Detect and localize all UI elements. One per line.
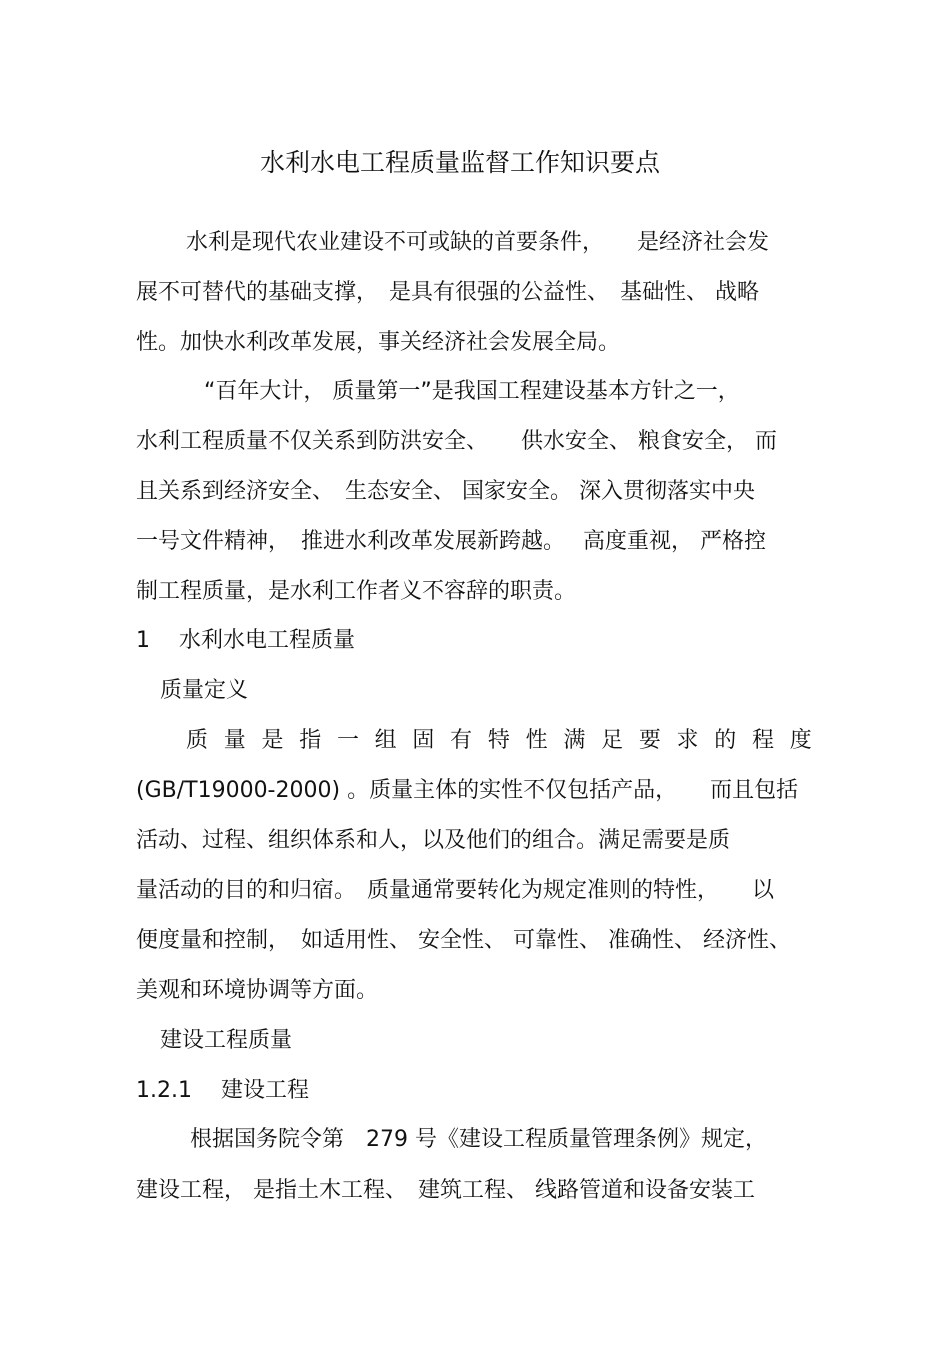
spread-char: 有 <box>450 728 473 753</box>
paragraph-line: 一号文件精神， 推进水利改革发展新跨越。 高度重视， 严格控 <box>136 529 766 554</box>
paragraph-line: “百年大计， 质量第一”是我国工程建设基本方针之一， <box>204 379 740 404</box>
paragraph-line: 且关系到经济安全、 生态安全、 国家安全。 深入贯彻落实中央 <box>136 479 755 504</box>
spread-char: 足 <box>601 728 624 753</box>
spread-char: 程 <box>752 728 775 753</box>
spread-char: 特 <box>487 728 510 753</box>
spread-char: 性 <box>525 728 548 753</box>
section-heading: 1 水利水电工程质量 <box>136 628 355 653</box>
spread-char: 质 <box>186 728 209 753</box>
spread-char: 一 <box>336 728 359 753</box>
section-heading: 1.2.1 建设工程 <box>136 1078 309 1103</box>
spread-char: 的 <box>714 728 737 753</box>
document-title: 水利水电工程质量监督工作知识要点 <box>259 148 660 177</box>
spread-char: 求 <box>676 728 699 753</box>
paragraph-line: 量活动的目的和归宿。 质量通常要转化为规定准则的特性， 以 <box>136 878 775 903</box>
paragraph-line: 水利是现代农业建设不可或缺的首要条件， 是经济社会发 <box>186 230 770 255</box>
paragraph-line: 性。加快水利改革发展，事关经济社会发展全局。 <box>136 330 621 355</box>
spread-char: 固 <box>412 728 435 753</box>
spread-char: 量 <box>223 728 246 753</box>
paragraph-line: 便度量和控制， 如适用性、 安全性、 可靠性、 准确性、 经济性、 <box>136 928 791 953</box>
paragraph-line: 展不可替代的基础支撑， 是具有很强的公益性、 基础性、 战略 <box>136 280 759 305</box>
paragraph-line: 根据国务院令第 279 号《建设工程质量管理条例》规定， <box>190 1127 767 1152</box>
paragraph-line: 活动、过程、组织体系和人，以及他们的组合。满足需要是质 <box>136 828 731 853</box>
spread-char: 度 <box>789 728 812 753</box>
paragraph-line: 制工程质量，是水利工作者义不容辞的职责。 <box>136 579 577 604</box>
paragraph-line: 美观和环境协调等方面。 <box>136 978 379 1003</box>
spread-char: 要 <box>638 728 661 753</box>
subsection-heading: 质量定义 <box>160 678 249 703</box>
subsection-heading: 建设工程质量 <box>160 1028 293 1053</box>
paragraph-line-spread <box>186 726 812 756</box>
paragraph-line: 水利工程质量不仅关系到防洪安全、 供水安全、 粮食安全， 而 <box>136 429 777 454</box>
spread-char: 是 <box>261 728 284 753</box>
paragraph-line: 建设工程， 是指土木工程、 建筑工程、 线路管道和设备安装工 <box>136 1178 755 1203</box>
spread-char: 指 <box>299 728 322 753</box>
spread-char: 满 <box>563 728 586 753</box>
paragraph-line: (GB/T19000-2000) 。质量主体的实性不仅包括产品， 而且包括 <box>136 778 799 803</box>
spread-char: 组 <box>374 728 397 753</box>
